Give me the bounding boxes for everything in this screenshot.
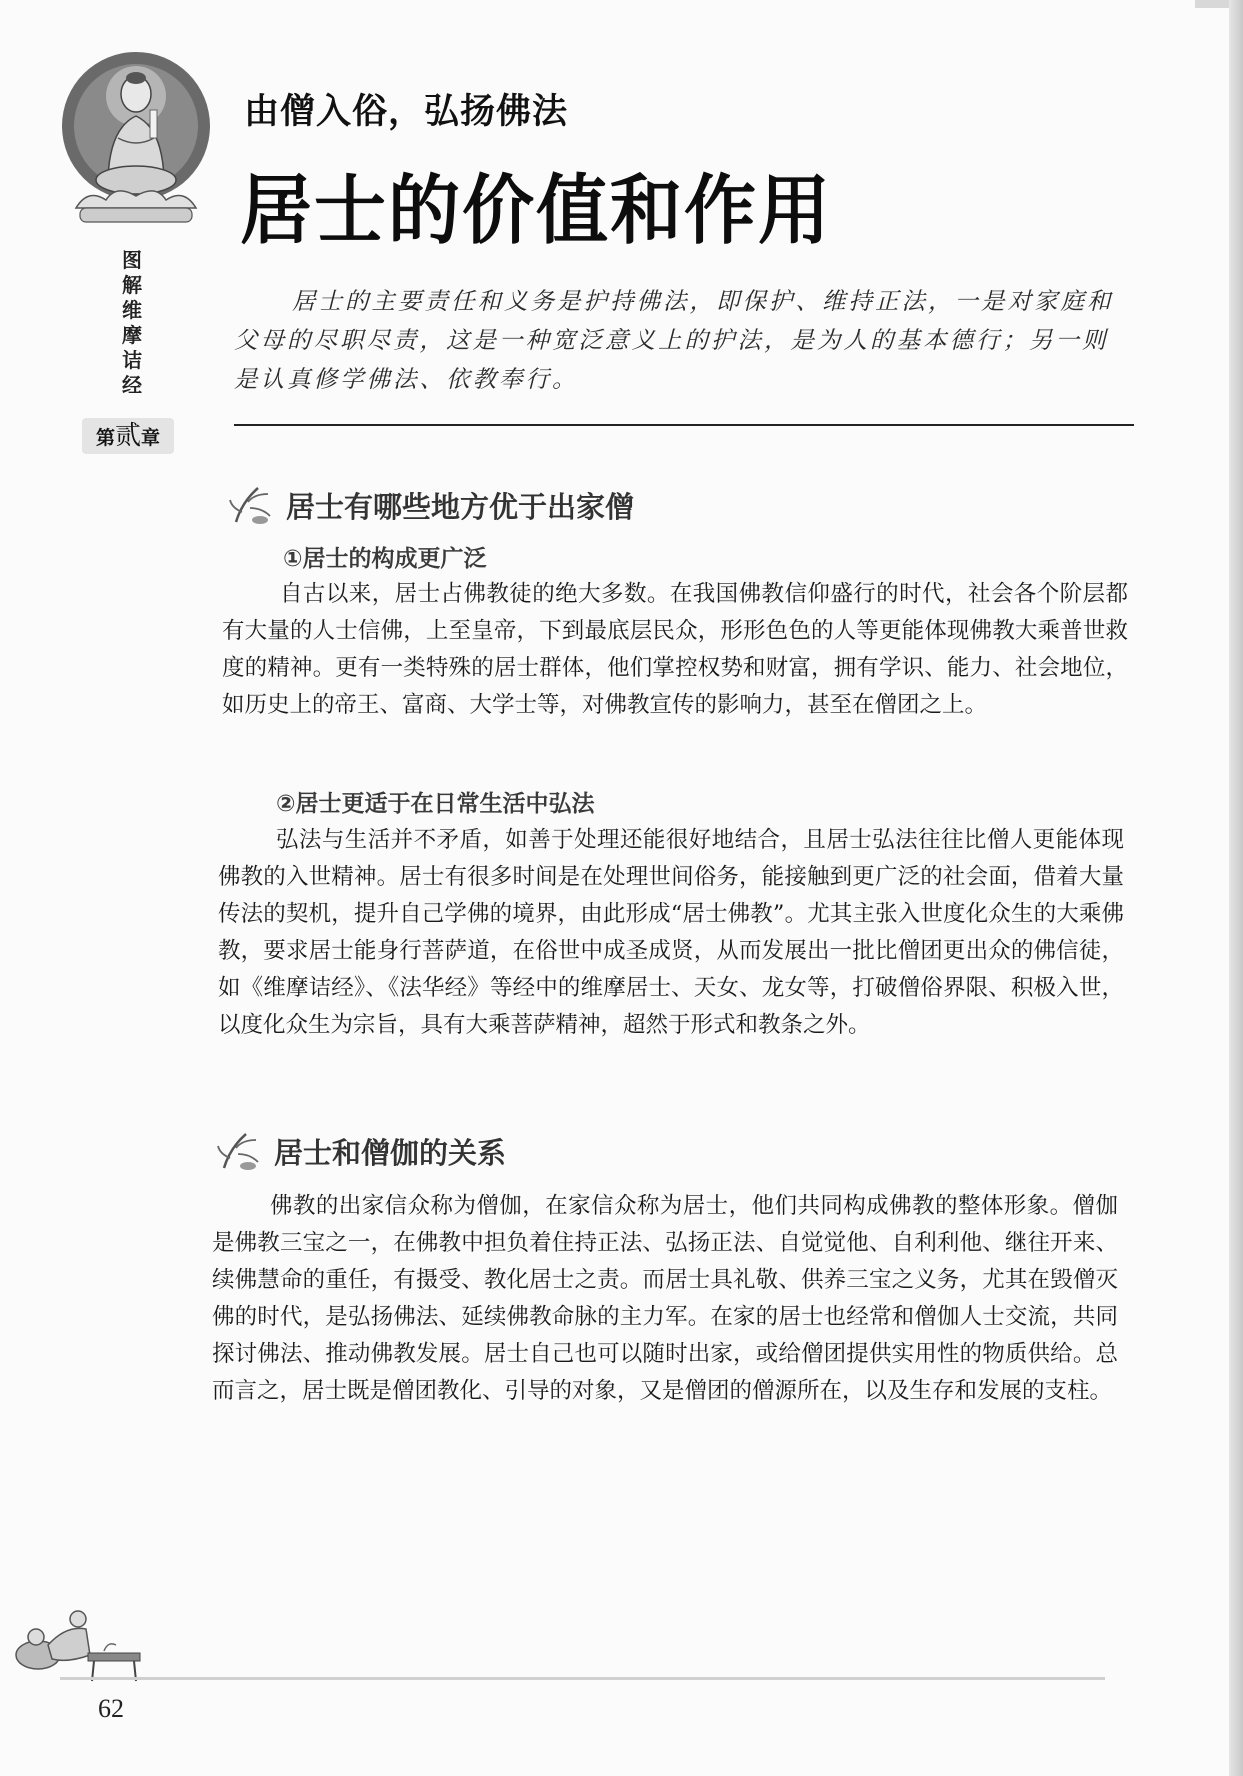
intro-paragraph: 居士的主要责任和义务是护持佛法，即保护、维持正法，一是对家庭和父母的尽职尽责，这是一种宽泛意义上的护法，是为人的基本德行；另一则是认真修学佛法、依教奉行。 [234, 287, 1114, 393]
page-tab-mark [1195, 0, 1229, 8]
page-number: 62 [98, 1694, 124, 1723]
bamboo-brush-icon [228, 482, 274, 528]
paragraph-3: 佛教的出家信众称为僧伽，在家信众称为居士，他们共同构成佛教的整体形象。僧伽是佛教三宝之一，在佛教中担负着住持正法、弘扬正法、自觉觉他、自利利他、继往开来、续佛慧命的重任，有摄受、教化居士之责。而居士具礼敬、供养三宝之义务，尤其在毁僧灭佛的时代，是弘扬佛法、延续佛教命脉的主力军。在家的居士也经常和僧伽人士交流，共同探讨佛法、推动佛教发展。居士自己也可以随时出家，或给僧团提供实用性的物质供给。总而言之，居士既是僧团教化、引导的对象，又是僧团的僧源所在，以及生存和发展的支柱。 [212, 1193, 1118, 1404]
page-title: 居士的价值和作用 [240, 166, 833, 255]
subsection-heading-1: ①居士的构成更广泛 [283, 546, 487, 572]
book-title-char: 诘 [122, 348, 142, 372]
bamboo-brush-icon [216, 1128, 262, 1174]
section-heading-text: 居士有哪些地方优于出家僧 [286, 489, 635, 524]
buddha-emblem-icon [58, 48, 213, 228]
chapter-number: 贰 [114, 421, 141, 451]
paragraph-2: 弘法与生活并不矛盾，如善于处理还能很好地结合，且居士弘法往往比僧人更能体现佛教的入世精神。居士有很多时间是在处理世间俗务，能接触到更广泛的社会面，借着大量传法的契机，提升自己学佛的境界，由此形成“居士佛教”。尤其主张入世度化众生的大乘佛教，要求居士能身行菩萨道，在俗世中成圣成贤，从而发展出一批比僧团更出众的佛信徒，如《维摩诘经》、《法华经》等经中的维摩居士、天女、龙女等，打破僧俗界限、积极入世，以度化众生为宗旨，具有大乘菩萨精神，超然于形式和教条之外。 [218, 827, 1124, 1038]
intro-divider [234, 424, 1134, 426]
paragraph-1: 自古以来，居士占佛教徒的绝大多数。在我国佛教信仰盛行的时代，社会各个阶层都有大量的人士信佛，上至皇帝，下到最底层民众，形形色色的人等更能体现佛教大乘普世救度的精神。更有一类特殊的居士群体，他们掌控权势和财富，拥有学识、能力、社会地位，如历史上的帝王、富商、大学士等，对佛教宣传的影响力，甚至在僧团之上。 [222, 581, 1128, 718]
page-kicker: 由僧入俗，弘扬佛法 [244, 92, 569, 132]
section-heading-text: 居士和僧伽的关系 [274, 1135, 507, 1170]
chapter-tab [82, 418, 174, 454]
scholar-illustration-icon [8, 1585, 148, 1685]
chapter-suffix: 章 [141, 427, 161, 449]
chapter-prefix: 第 [95, 427, 115, 449]
subsection-heading-2: ②居士更适于在日常生活中弘法 [276, 791, 595, 817]
book-title-char: 摩 [122, 323, 142, 347]
section-heading-1 [228, 482, 634, 528]
book-title-char: 解 [122, 273, 142, 297]
book-title-char: 图 [122, 248, 142, 272]
footer-divider [60, 1677, 1105, 1680]
book-title-char: 维 [122, 298, 142, 322]
book-title-char: 经 [122, 373, 142, 397]
section-heading-2 [216, 1128, 506, 1174]
page-edge [1229, 0, 1243, 1776]
book-title-vertical [112, 248, 152, 398]
